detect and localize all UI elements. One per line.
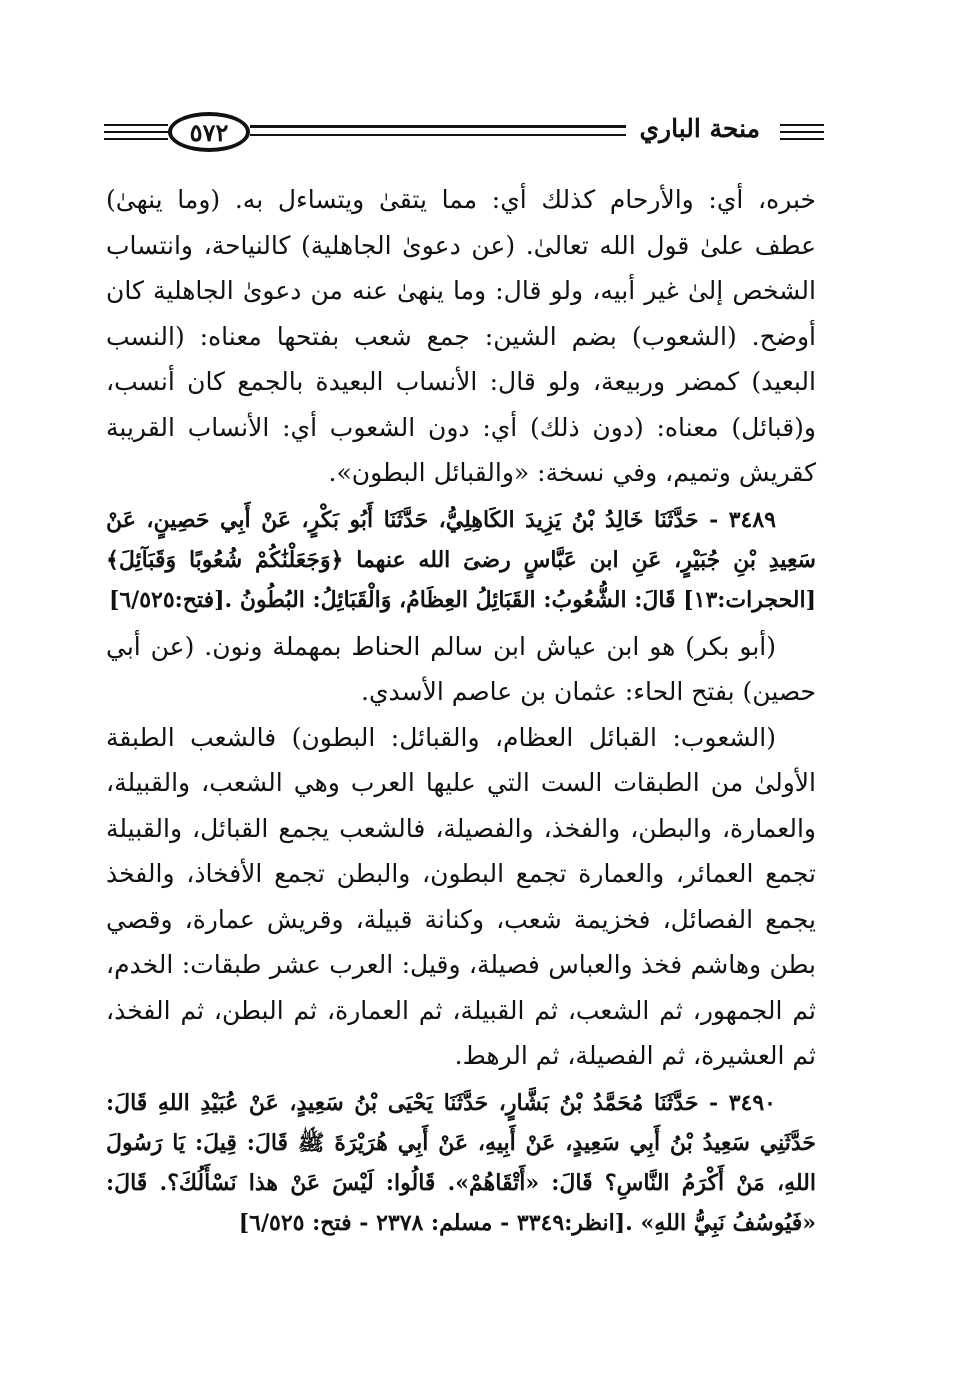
commentary-paragraph-3: (الشعوب: القبائل العظام، والقبائل: البطون) فالشعب الطبقة الأولىٰ من الطبقات الست التي عليها العرب وهي الشعب، والقبيلة، والعمارة، والبطن، والفخذ، والفصيلة، فالشعب يجمع القبائل، والقبيلة تجمع العمائر، والعمارة تجمع البطون، والبطن تجمع الأفخاذ، والفخذ يجمع الفصائل، فخزيمة شعب، وكنانة قبيلة، وقريش عمارة، وقصي بطن وهاشم فخذ والعباس فصيلة، وقيل: العرب عشر طبقات: الخدم، ثم الجمهور، ثم الشعب، ثم القبيلة، ثم العمارة، ثم البطن، ثم الفخذ، ثم العشيرة، ثم الفصيلة، ثم الرهط.: [106, 722, 816, 1070]
page-number: ٥٧٢: [189, 117, 229, 147]
hadith-3490: ٣٤٩٠ - حَدَّثَنَا مُحَمَّدُ بْنُ بَشَّارٍ، حَدَّثَنَا يَحْيَى بْنُ سَعِيدٍ، عَنْ عُبَيْدِ اللهِ قَالَ: حَدَّثَنِي سَعِيدُ بْنُ أَبِي سَعِيدٍ، عَنْ أَبِيهِ، عَنْ أَبِي هُرَيْرَةَ ﷺ قَالَ: قِيلَ: يَا رَسُولَ اللهِ، مَنْ أَكْرَمُ النَّاسِ؟ قَالَ: «أَتْقَاهُمْ». قَالُوا: لَيْسَ عَنْ هذا نَسْأَلُكَ؟. قَالَ: «فَيُوسُفُ نَبِيُّ اللهِ» .[انظر:٣٣٤٩ - مسلم: ٢٣٧٨ - فتح: ٦/٥٢٥]: [106, 1089, 816, 1236]
header-rule-center-bottom: [250, 134, 626, 136]
page-body: [106, 177, 816, 1243]
header-rule-right-bottom: [780, 138, 824, 140]
page-header: [104, 104, 824, 164]
header-rule-right-mid: [780, 131, 824, 133]
book-title: منحة الباري: [639, 114, 760, 143]
page-number-badge: [168, 112, 250, 152]
commentary-paragraph-1: خبره، أي: والأرحام كذلك أي: مما يتقىٰ ويتساءل به. (وما ينهىٰ) عطف علىٰ قول الله تعالىٰ. (عن دعوىٰ الجاهلية) كالنياحة، وانتساب الشخص إلىٰ غير أبيه، ولو قال: وما ينهىٰ عنه من دعوىٰ الجاهلية كان أوضح. (الشعوب) بضم الشين: جمع شعب بفتحها معناه: (النسب البعيد) كمضر وربيعة، ولو قال: الأنساب البعيدة بالجمع كان أنسب، و(قبائل) معناه: (دون ذلك) أي: دون الشعوب أي: الأنساب القريبة كقريش وتميم، وفي نسخة: «والقبائل البطون».: [106, 185, 816, 487]
hadith-3489: ٣٤٨٩ - حَدَّثَنَا خَالِدُ بْنُ يَزِيدَ الكَاهِلِيُّ، حَدَّثَنَا أَبُو بَكْرٍ، عَنْ أَبِي حَصِينٍ، عَنْ سَعِيدِ بْنِ جُبَيْرٍ، عَنِ ابن عَبَّاسٍ رضىَ الله عنهما ﴿وَجَعَلْنَٰكُمْ شُعُوبًا وَقَبَآئِلَ﴾ [الحجرات:١٣] قَالَ: الشُّعُوبُ: القَبَائِلُ العِظَامُ، وَالْقَبَائِلُ: البُطُونُ .[فتح:٦/٥٢٥]: [106, 506, 816, 613]
header-rule-left-mid: [104, 131, 168, 133]
commentary-paragraph-2: (أبو بكر) هو ابن عياش ابن سالم الحناط بمهملة ونون. (عن أبي حصين) بفتح الحاء: عثمان بن عاصم الأسدي.: [106, 631, 816, 706]
header-rule-left-bottom: [104, 138, 168, 140]
header-rule-center-top: [250, 125, 626, 128]
header-rule-right-top: [780, 124, 824, 126]
header-rule-left-top: [104, 124, 168, 126]
